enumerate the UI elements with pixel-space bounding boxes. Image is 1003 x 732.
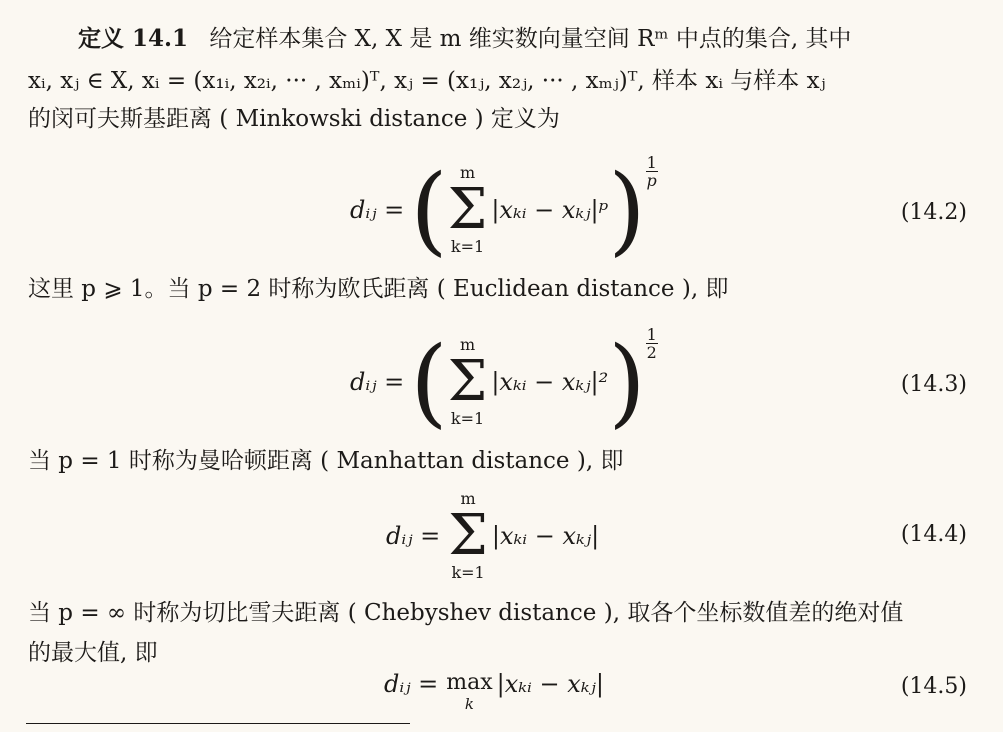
definition-text-1: 给定样本集合 X, X 是 m 维实数向量空间 Rᵐ 中点的集合, 其中 <box>209 26 852 52</box>
equation-14-4 <box>386 489 600 582</box>
chebyshev-line-1: 当 p = ∞ 时称为切比雪夫距离 ( Chebyshev distance ), 取各个坐标数值差的绝对值 <box>28 600 904 626</box>
footnote-rule <box>26 723 410 724</box>
eq5-max: max <box>446 670 493 695</box>
eq4-sum-lower: k=1 <box>451 563 485 582</box>
eq3-sum-upper: m <box>459 335 476 354</box>
eq4-sum <box>448 490 488 582</box>
equation-14-5 <box>384 670 604 720</box>
sigma-symbol: Σ <box>447 349 488 414</box>
eq2-sum-lower: k=1 <box>450 237 485 256</box>
eq3-body: |xₖᵢ − xₖⱼ|² <box>491 368 609 396</box>
eq2-exp-den: p <box>646 171 657 190</box>
definition-line-1 <box>78 24 851 54</box>
eq3-exponent <box>646 326 658 361</box>
eq3-exp-den: 2 <box>646 343 657 362</box>
eq2-left-paren: ( <box>410 154 448 266</box>
eq2-right-paren: ) <box>608 154 646 266</box>
eq3-exp-num: 1 <box>646 325 657 344</box>
minkowski-p-line: 这里 p ⩾ 1。当 p = 2 时称为欧氏距离 ( Euclidean distance ), 即 <box>28 276 729 302</box>
definition-label: 定义 14.1 <box>78 25 189 52</box>
eq3-left-paren: ( <box>410 326 448 438</box>
equation-number-14-5: (14.5) <box>900 674 967 699</box>
equation-14-2 <box>350 150 658 270</box>
eq3-sum-lower: k=1 <box>450 409 485 428</box>
chebyshev-line-2: 的最大值, 即 <box>28 640 158 666</box>
equation-number-14-3: (14.3) <box>900 372 967 397</box>
eq2-exp-num: 1 <box>646 153 657 172</box>
eq3-right-paren: ) <box>608 326 646 438</box>
equation-number-14-4: (14.4) <box>900 522 967 547</box>
manhattan-line: 当 p = 1 时称为曼哈顿距离 ( Manhattan distance ), 即 <box>28 448 624 474</box>
eq4-sum-upper: m <box>460 489 476 508</box>
eq5-body: |xₖᵢ − xₖⱼ| <box>496 670 604 698</box>
sigma-symbol: Σ <box>448 503 488 568</box>
eq3-sum <box>448 336 488 428</box>
eq2-lhs: dᵢⱼ = <box>350 196 405 224</box>
eq2-body: |xₖᵢ − xₖⱼ|ᵖ <box>491 196 609 224</box>
eq5-max-sub: k <box>464 695 475 713</box>
eq4-body: |xₖᵢ − xₖⱼ| <box>491 522 600 550</box>
eq2-sum-upper: m <box>459 163 476 182</box>
eq5-max-operator <box>446 670 492 712</box>
sigma-symbol: Σ <box>447 177 488 242</box>
definition-line-2: xᵢ, xⱼ ∈ X, xᵢ = (x₁ᵢ, x₂ᵢ, ··· , xₘᵢ)ᵀ, xⱼ = (x₁ⱼ, x₂ⱼ, ··· , xₘⱼ)ᵀ, 样本 xᵢ 与样本 xⱼ <box>28 68 826 94</box>
eq3-lhs: dᵢⱼ = <box>350 368 405 396</box>
equation-number-14-2: (14.2) <box>900 200 967 225</box>
eq2-sum <box>448 164 488 256</box>
eq2-exponent <box>646 154 658 189</box>
eq5-lhs: dᵢⱼ = <box>384 670 439 698</box>
definition-line-3: 的闵可夫斯基距离 ( Minkowski distance ) 定义为 <box>28 106 560 132</box>
equation-14-3 <box>350 322 658 442</box>
eq4-lhs: dᵢⱼ = <box>386 522 441 550</box>
